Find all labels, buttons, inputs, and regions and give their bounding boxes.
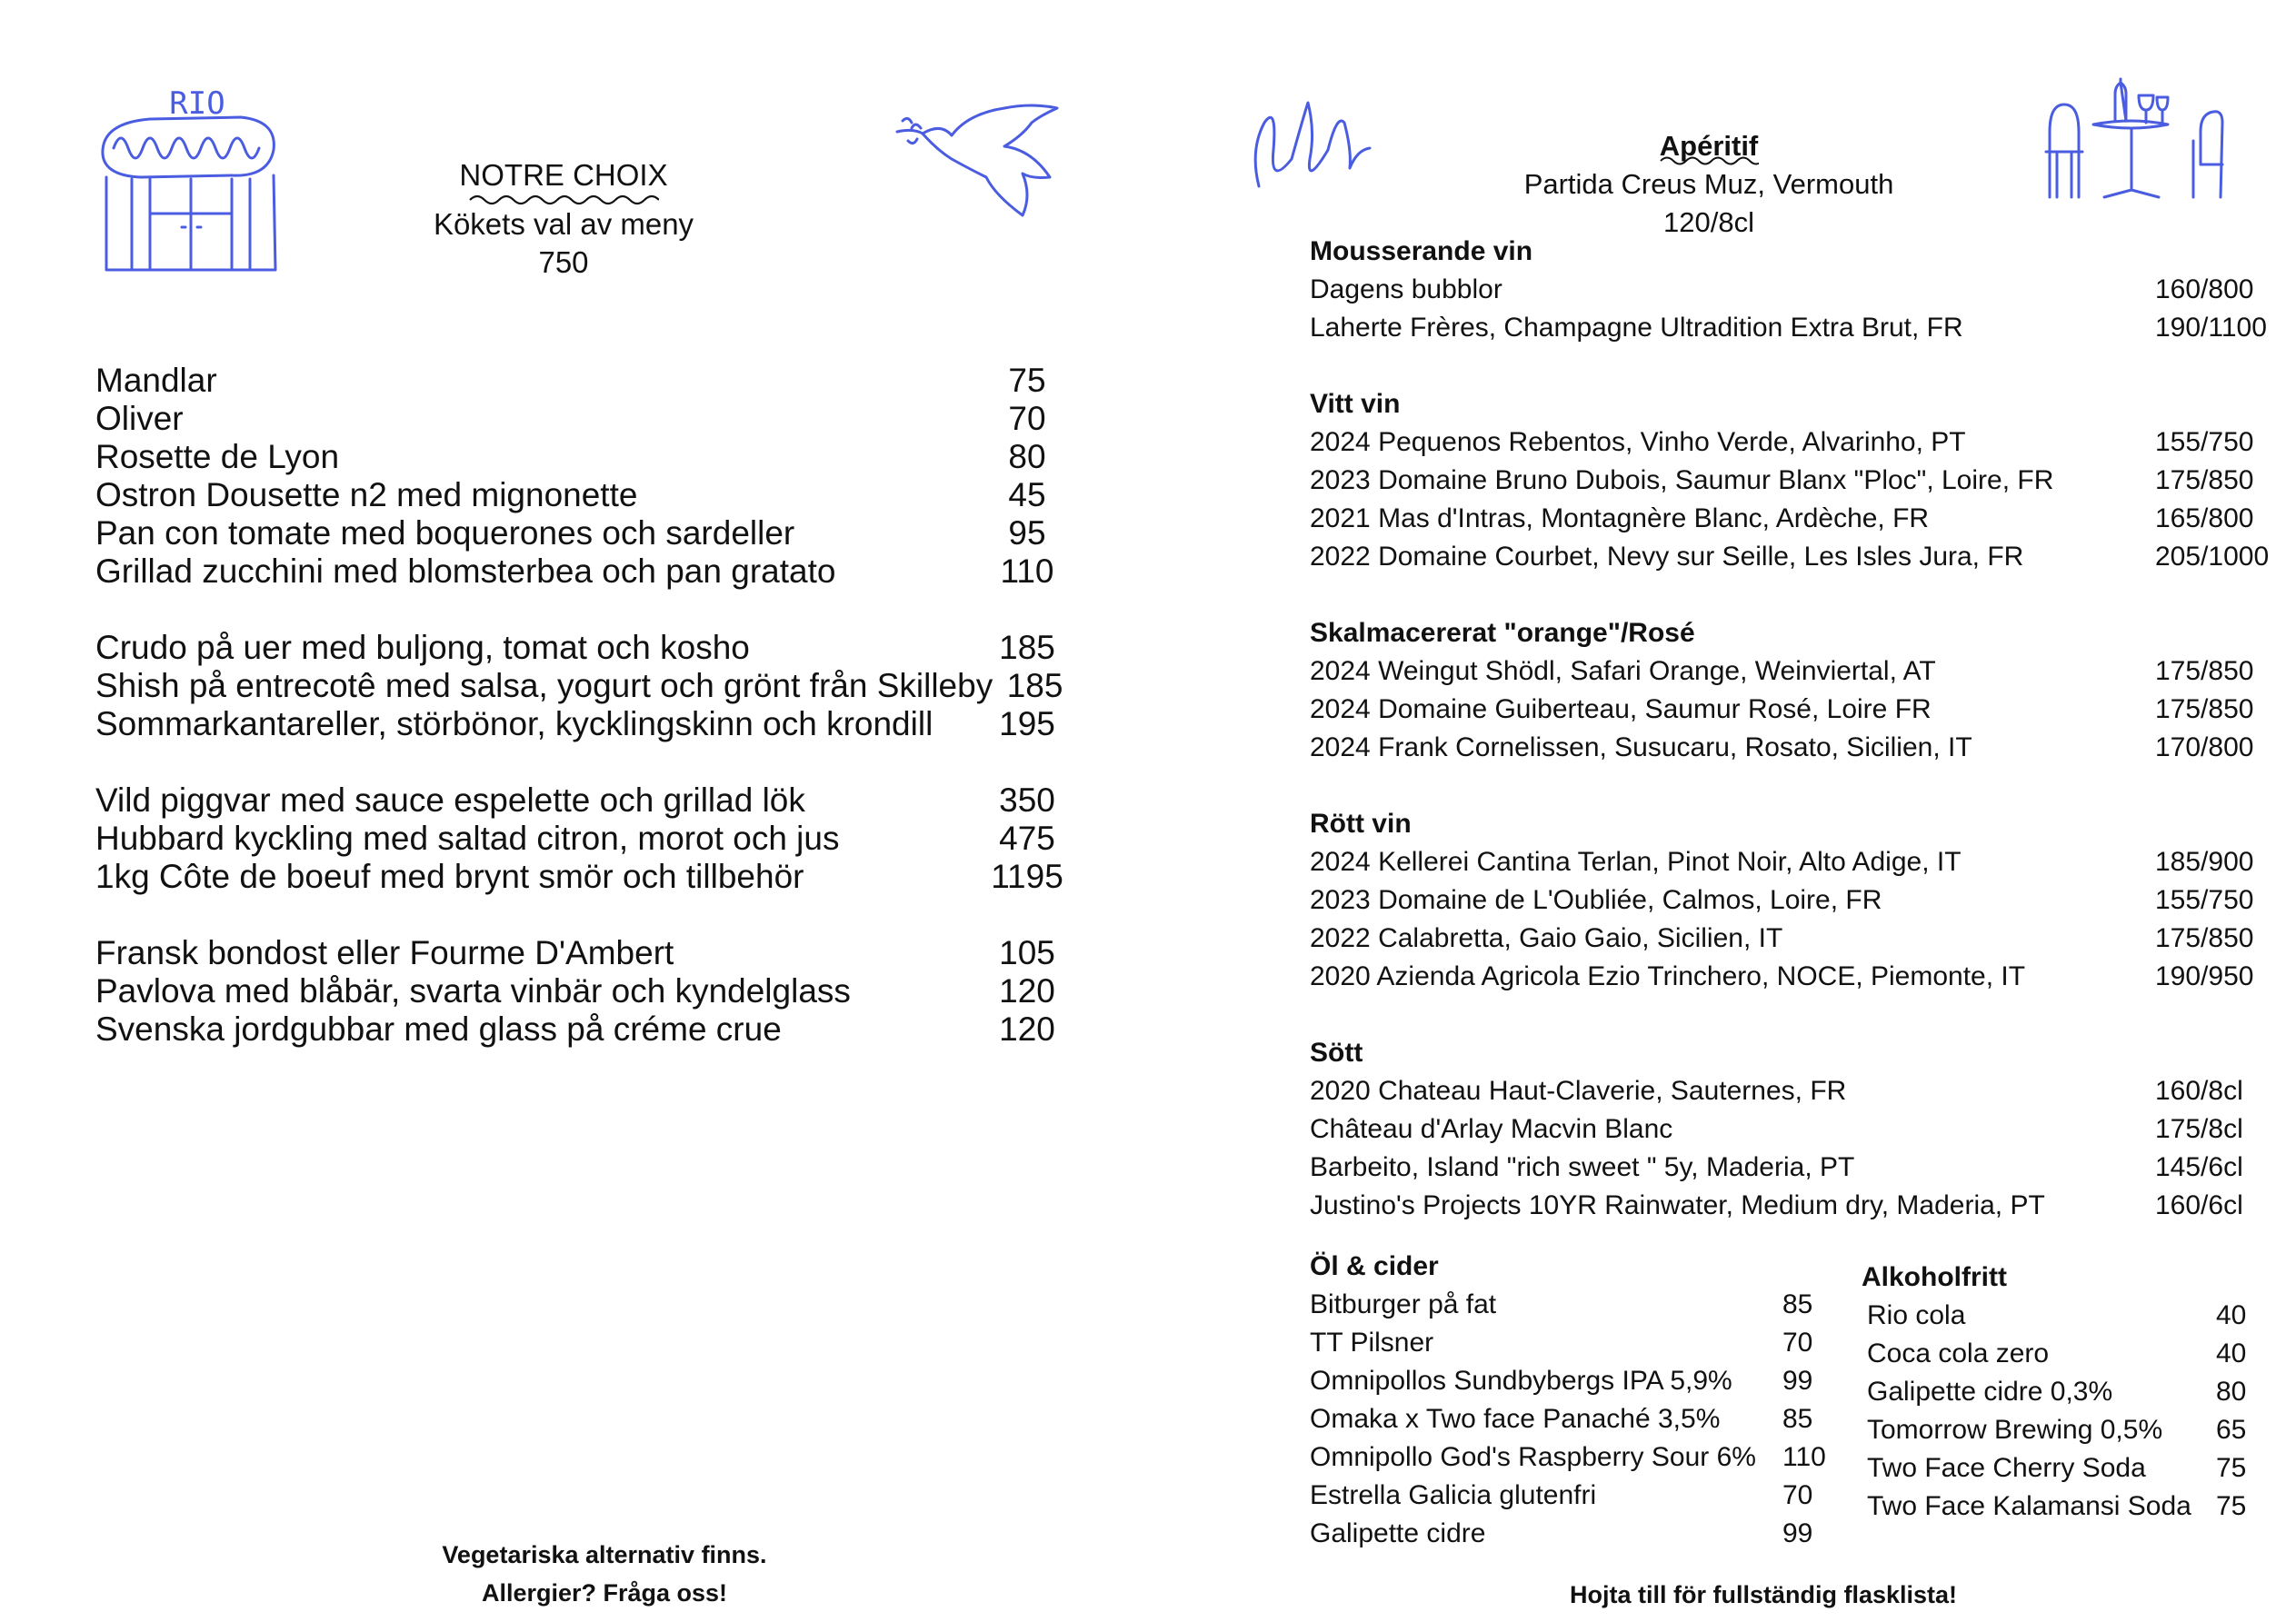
- menu-item-name: Hubbard kyckling med saltad citron, morot och jus: [95, 820, 840, 857]
- wine-name: 2022 Calabretta, Gaio Gaio, Sicilien, IT: [1310, 923, 1783, 953]
- drink-price: 80: [2216, 1377, 2247, 1407]
- wine-price: 175/850: [2155, 923, 2254, 953]
- wine-price: 160/6cl: [2155, 1190, 2243, 1220]
- wine-price: 190/1100: [2155, 313, 2267, 343]
- beer-item: [1310, 1362, 1837, 1400]
- aperitif-title: Apéritif: [1659, 130, 1759, 162]
- wine-name: 2020 Azienda Agricola Ezio Trinchero, NOCE, Piemonte, IT: [1310, 961, 2026, 991]
- wine-item: [1310, 652, 2282, 691]
- dove-icon: [895, 95, 1068, 223]
- bottle-list-note: Hojta till för fullständig flasklista!: [1569, 1581, 1958, 1608]
- menu-item-name: Mandlar: [95, 362, 217, 399]
- aperitif-name: Partida Creus Muz, Vermouth: [1523, 168, 1894, 200]
- drink-price: 75: [2216, 1453, 2247, 1483]
- drink-item: [1862, 1449, 2252, 1488]
- beer-name: TT Pilsner: [1310, 1328, 1434, 1358]
- wine-list: [1310, 233, 2282, 1225]
- beer-price: 99: [1782, 1366, 1813, 1396]
- wine-name: 2024 Kellerei Cantina Terlan, Pinot Noir, Alto Adige, IT: [1310, 847, 1962, 877]
- drink-price: 65: [2216, 1415, 2247, 1445]
- wine-item: [1310, 1149, 2282, 1187]
- wine-name: 2023 Domaine de L'Oubliée, Calmos, Loire, FR: [1310, 885, 1882, 915]
- wine-item: [1310, 920, 2282, 958]
- menu-item-name: Shish på entrecotê med salsa, yogurt och grönt från Skilleby: [95, 667, 993, 704]
- menu-item-price: 95: [1008, 514, 1046, 552]
- beer-name: Omaka x Two face Panaché 3,5%: [1310, 1404, 1721, 1434]
- menu-item: [95, 552, 1077, 591]
- menu-item: [95, 972, 1077, 1010]
- food-group: [95, 362, 1077, 591]
- wine-price: 175/850: [2155, 694, 2254, 724]
- wine-price: 190/950: [2155, 961, 2254, 991]
- beer-price: 99: [1782, 1518, 1813, 1548]
- menu-item-price: 45: [1008, 476, 1046, 513]
- section-title: Rött vin: [1310, 809, 1412, 839]
- menu-item: [95, 438, 1077, 476]
- wine-price: 155/750: [2155, 427, 2254, 457]
- beer-name: Estrella Galicia glutenfri: [1310, 1480, 1597, 1510]
- menu-item: [95, 629, 1077, 667]
- wine-price: 170/800: [2155, 732, 2254, 762]
- section-title: Vitt vin: [1310, 389, 1401, 419]
- wine-price: 160/800: [2155, 274, 2254, 304]
- section-title: Öl & cider: [1310, 1251, 1439, 1281]
- wine-item: [1310, 958, 2282, 996]
- menu-item-price: 1195: [991, 858, 1063, 895]
- wine-name: 2021 Mas d'Intras, Montagnère Blanc, Ardèche, FR: [1310, 503, 1930, 533]
- wine-name: 2023 Domaine Bruno Dubois, Saumur Blanx "Ploc", Loire, FR: [1310, 465, 2054, 495]
- menu-item-price: 185: [1006, 667, 1063, 704]
- beer-item: [1310, 1400, 1837, 1438]
- wine-name: 2022 Domaine Courbet, Nevy sur Seille, Les Isles Jura, FR: [1310, 542, 2024, 572]
- beer-cider-list: [1310, 1248, 1837, 1553]
- menu-item-name: Oliver: [95, 400, 184, 437]
- beer-item: [1310, 1477, 1837, 1515]
- beer-item: [1310, 1515, 1837, 1553]
- menu-item-price: 475: [999, 820, 1055, 857]
- wine-price: 160/8cl: [2155, 1076, 2243, 1106]
- beer-name: Galipette cidre: [1310, 1518, 1486, 1548]
- menu-item-price: 120: [999, 972, 1055, 1010]
- wine-price: 175/850: [2155, 656, 2254, 686]
- notre-choix-subtitle: Kökets val av meny: [433, 207, 694, 241]
- menu-item-price: 70: [1008, 400, 1046, 437]
- section-title: Skalmacererat "orange"/Rosé: [1310, 618, 1695, 648]
- beer-name: Omnipollo God's Raspberry Sour 6%: [1310, 1442, 1756, 1472]
- menu-item: [95, 514, 1077, 552]
- drink-name: Two Face Kalamansi Soda: [1867, 1491, 2191, 1521]
- drink-price: 40: [2216, 1300, 2247, 1330]
- menu-item: [95, 1010, 1077, 1049]
- wine-name: Justino's Projects 10YR Rainwater, Medium dry, Maderia, PT: [1310, 1190, 2045, 1220]
- wine-name: Dagens bubblor: [1310, 274, 1502, 304]
- menu-item: [95, 400, 1077, 438]
- wine-price: 205/1000: [2155, 542, 2270, 572]
- menu-item-price: 195: [999, 705, 1055, 742]
- wine-name: 2020 Chateau Haut-Claverie, Sauternes, FR: [1310, 1076, 1847, 1106]
- allergy-note: Allergier? Fråga oss!: [481, 1579, 728, 1607]
- drink-name: Rio cola: [1867, 1300, 1966, 1330]
- wine-item: [1310, 691, 2282, 729]
- drink-name: Two Face Cherry Soda: [1867, 1453, 2146, 1483]
- beer-item: [1310, 1286, 1837, 1324]
- wine-item: [1310, 309, 2282, 347]
- wine-name: Château d'Arlay Macvin Blanc: [1310, 1114, 1673, 1144]
- beer-item: [1310, 1324, 1837, 1362]
- drink-item: [1862, 1373, 2252, 1411]
- wine-name: Barbeito, Island "rich sweet " 5y, Maderia, PT: [1310, 1152, 1855, 1182]
- menu-item-price: 185: [999, 629, 1055, 666]
- menu-item-price: 110: [1000, 552, 1054, 590]
- notre-choix-title: NOTRE CHOIX: [459, 158, 668, 192]
- menu-item-name: Crudo på uer med buljong, tomat och kosho: [95, 629, 750, 666]
- wine-price: 175/850: [2155, 465, 2254, 495]
- wine-item: [1310, 1110, 2282, 1149]
- section-title: Sött: [1310, 1038, 1363, 1068]
- menu-item-name: 1kg Côte de boeuf med brynt smör och tillbehör: [95, 858, 804, 895]
- wine-item: [1310, 843, 2282, 881]
- beer-price: 110: [1782, 1442, 1826, 1472]
- food-menu: [95, 362, 1077, 1087]
- menu-item: [95, 820, 1077, 858]
- drink-item: [1862, 1488, 2252, 1526]
- section-title: Mousserande vin: [1310, 236, 1533, 266]
- beer-name: Omnipollos Sundbybergs IPA 5,9%: [1310, 1366, 1732, 1396]
- wine-price: 165/800: [2155, 503, 2254, 533]
- section-title: Alkoholfritt: [1862, 1262, 2007, 1292]
- wine-name: 2024 Pequenos Rebentos, Vinho Verde, Alvarinho, PT: [1310, 427, 1966, 457]
- vegetarian-note: Vegetariska alternativ finns.: [442, 1541, 767, 1568]
- menu-item-name: Svenska jordgubbar med glass på créme crue: [95, 1010, 782, 1048]
- wine-item: [1310, 729, 2282, 767]
- menu-item-name: Pavlova med blåbär, svarta vinbär och kyndelglass: [95, 972, 851, 1010]
- wine-item: [1310, 500, 2282, 538]
- menu-item: [95, 858, 1077, 896]
- aperitif-block: [1472, 127, 1945, 242]
- wine-name: 2024 Domaine Guiberteau, Saumur Rosé, Loire FR: [1310, 694, 1932, 724]
- food-group: [95, 934, 1077, 1049]
- menu-item: [95, 362, 1077, 400]
- food-group: [95, 629, 1077, 743]
- menu-item-name: Pan con tomate med boquerones och sardeller: [95, 514, 795, 552]
- beer-price: 85: [1782, 1289, 1813, 1319]
- drink-price: 75: [2216, 1491, 2247, 1521]
- beer-name: Bitburger på fat: [1310, 1289, 1497, 1319]
- menu-item-name: Grillad zucchini med blomsterbea och pan gratato: [95, 552, 836, 590]
- menu-item: [95, 934, 1077, 972]
- drink-item: [1862, 1297, 2252, 1335]
- menu-item-name: Ostron Dousette n2 med mignonette: [95, 476, 638, 513]
- table-chairs-icon: [2041, 77, 2241, 200]
- wine-item: [1310, 1187, 2282, 1225]
- drink-price: 40: [2216, 1338, 2247, 1368]
- wine-item: [1310, 538, 2282, 576]
- beer-item: [1310, 1438, 1837, 1477]
- wine-price: 185/900: [2155, 847, 2254, 877]
- menu-item: [95, 667, 1077, 705]
- drink-name: Tomorrow Brewing 0,5%: [1867, 1415, 2163, 1445]
- menu-item-price: 350: [999, 781, 1055, 819]
- wave-underline-icon: [468, 194, 659, 205]
- left-footer-note: [345, 1536, 863, 1612]
- wine-name: 2024 Frank Cornelissen, Susucaru, Rosato, Sicilien, IT: [1310, 732, 1972, 762]
- squiggle-icon: [1250, 95, 1377, 195]
- drink-name: Coca cola zero: [1867, 1338, 2050, 1368]
- wine-price: 175/8cl: [2155, 1114, 2243, 1144]
- wine-name: 2024 Weingut Shödl, Safari Orange, Weinviertal, AT: [1310, 656, 1936, 686]
- menu-item-name: Sommarkantareller, störbönor, kycklingskinn och krondill: [95, 705, 933, 742]
- rio-storefront-illustration: [95, 77, 286, 277]
- menu-item-price: 75: [1008, 362, 1046, 399]
- wine-name: Laherte Frères, Champagne Ultradition Extra Brut, FR: [1310, 313, 1963, 343]
- drink-item: [1862, 1411, 2252, 1449]
- beer-price: 85: [1782, 1404, 1813, 1434]
- wine-item: [1310, 1072, 2282, 1110]
- menu-item-price: 105: [999, 934, 1055, 971]
- notre-choix-price: 750: [538, 245, 589, 279]
- drink-name: Galipette cidre 0,3%: [1867, 1377, 2113, 1407]
- drink-item: [1862, 1335, 2252, 1373]
- menu-item-price: 120: [999, 1010, 1055, 1048]
- menu-item: [95, 476, 1077, 514]
- menu-item-name: Vild piggvar med sauce espelette och grillad lök: [95, 781, 805, 819]
- wine-item: [1310, 462, 2282, 500]
- beer-price: 70: [1782, 1328, 1813, 1358]
- menu-item: [95, 705, 1077, 743]
- notre-choix-block: [345, 156, 782, 282]
- menu-item-name: Rosette de Lyon: [95, 438, 340, 475]
- beer-price: 70: [1782, 1480, 1813, 1510]
- food-group: [95, 781, 1077, 896]
- wine-item: [1310, 423, 2282, 462]
- aperitif-price: 120/8cl: [1663, 206, 1754, 238]
- menu-item-price: 80: [1008, 438, 1046, 475]
- menu-item-name: Fransk bondost eller Fourme D'Ambert: [95, 934, 674, 971]
- menu-item: [95, 781, 1077, 820]
- wine-item: [1310, 271, 2282, 309]
- wine-price: 155/750: [2155, 885, 2254, 915]
- rio-logo-text: RIO: [169, 85, 225, 122]
- alcohol-free-list: [1862, 1259, 2252, 1526]
- wine-item: [1310, 881, 2282, 920]
- wine-price: 145/6cl: [2155, 1152, 2243, 1182]
